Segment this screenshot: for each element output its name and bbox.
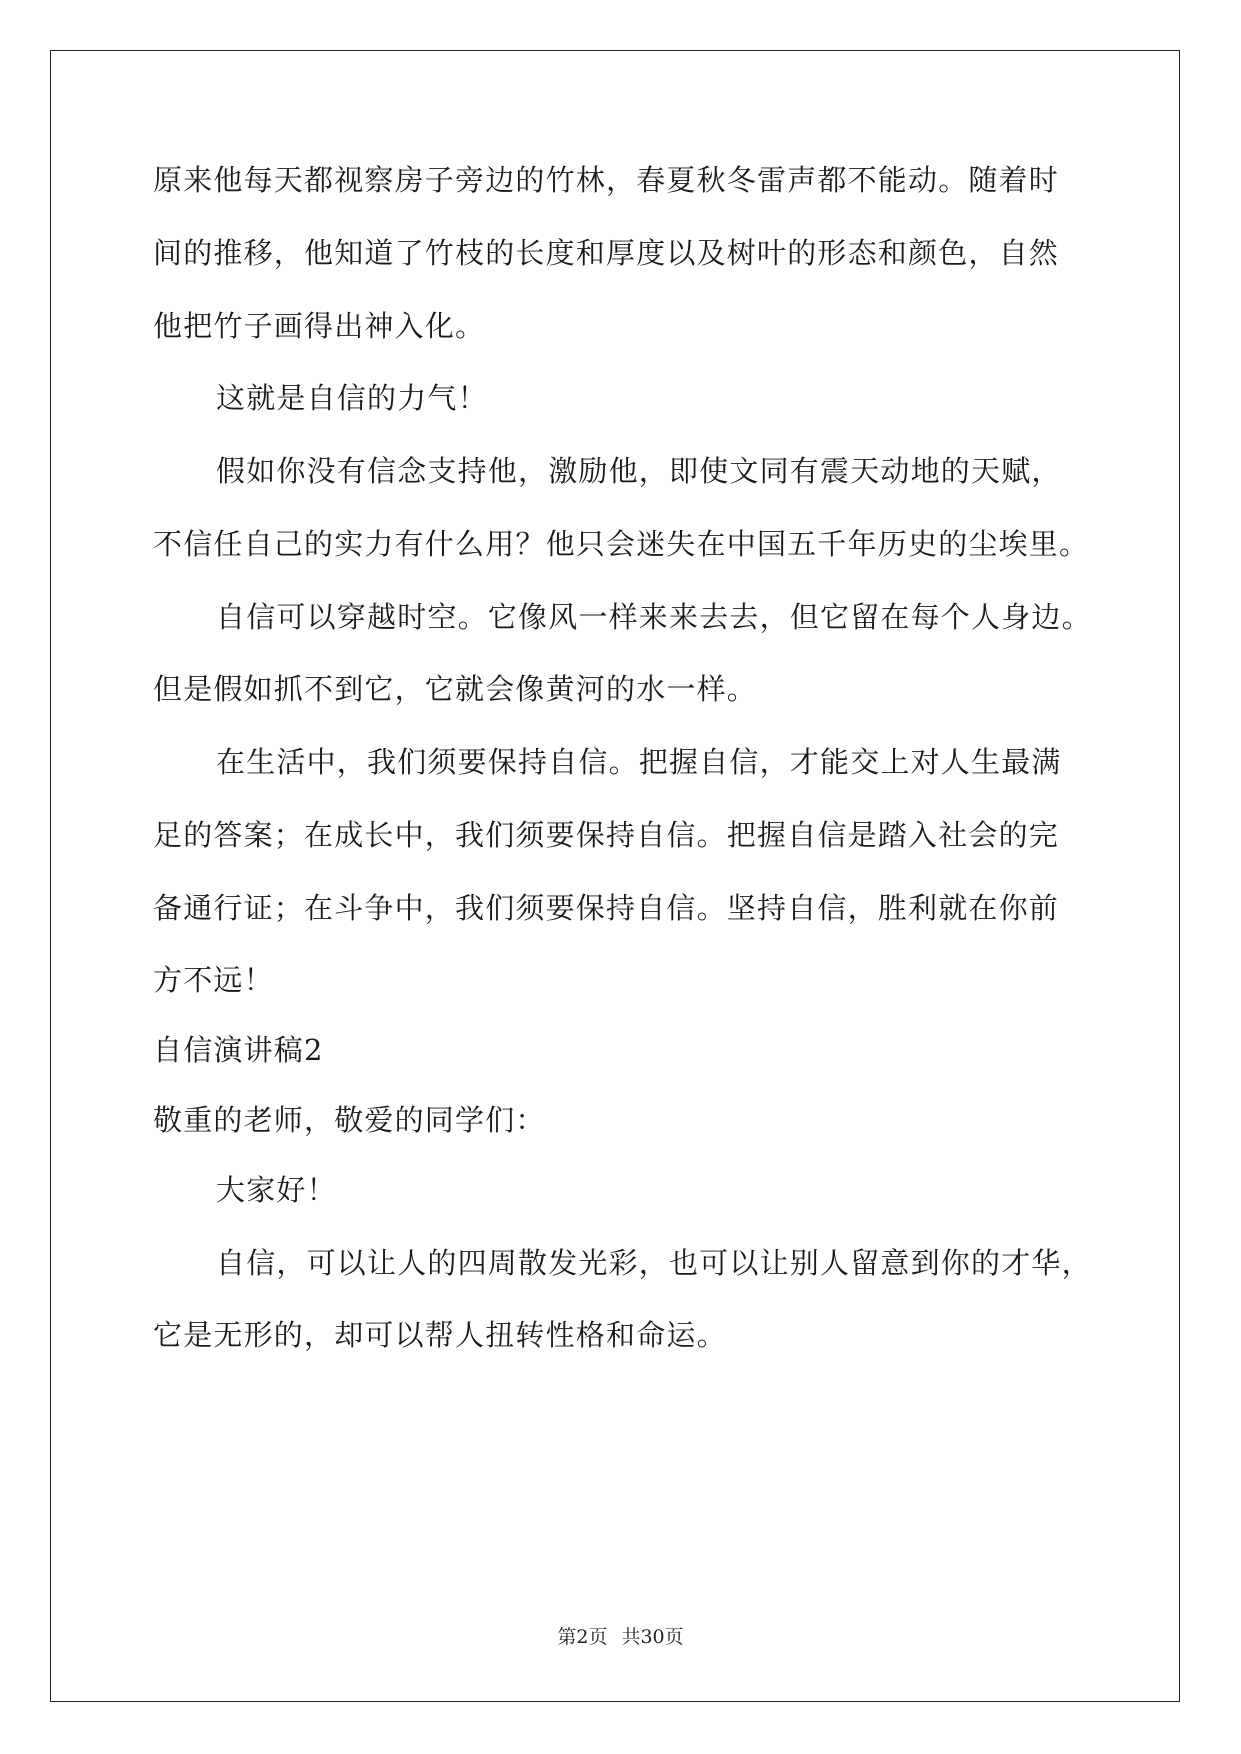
paragraph-line: 在生活中，我们须要保持自信。把握自信，才能交上对人生最满 (216, 745, 1062, 779)
paragraph-line: 但是假如抓不到它，它就会像黄河的水一样。 (153, 672, 758, 706)
page-total: 共30页 (621, 1626, 684, 1648)
paragraph-line: 假如你没有信念支持他，激励他，即使文同有震天动地的天赋， (216, 454, 1062, 488)
page-footer (0, 1625, 1241, 1649)
salutation: 敬重的老师，敬爱的同学们： (153, 1103, 546, 1137)
section-heading: 自信演讲稿2 (153, 1033, 324, 1067)
paragraph-line: 原来他每天都视察房子旁边的竹林，春夏秋冬雷声都不能动。随着时 (153, 163, 1060, 197)
paragraph-line: 方不远！ (153, 963, 274, 997)
paragraph-line: 间的推移，他知道了竹枝的长度和厚度以及树叶的形态和颜色，自然 (153, 236, 1060, 270)
paragraph-line: 足的答案；在成长中，我们须要保持自信。把握自信是踏入社会的完 (153, 818, 1060, 852)
paragraph-line: 这就是自信的力气！ (216, 381, 488, 415)
paragraph-line: 自信可以穿越时空。它像风一样来来去去，但它留在每个人身边。 (216, 600, 1092, 634)
paragraph-line: 它是无形的，却可以帮人扭转性格和命运。 (153, 1318, 727, 1352)
paragraph-line: 自信，可以让人的四周散发光彩，也可以让别人留意到你的才华， (216, 1246, 1092, 1280)
paragraph-line: 他把竹子画得出神入化。 (153, 309, 486, 343)
greeting: 大家好！ (216, 1173, 337, 1207)
page-number: 第2页 (557, 1626, 608, 1648)
paragraph-line: 不信任自己的实力有什么用？他只会迷失在中国五千年历史的尘埃里。 (153, 527, 1090, 561)
paragraph-line: 备通行证；在斗争中，我们须要保持自信。坚持自信，胜利就在你前 (153, 891, 1060, 925)
page-border (50, 50, 1180, 1702)
